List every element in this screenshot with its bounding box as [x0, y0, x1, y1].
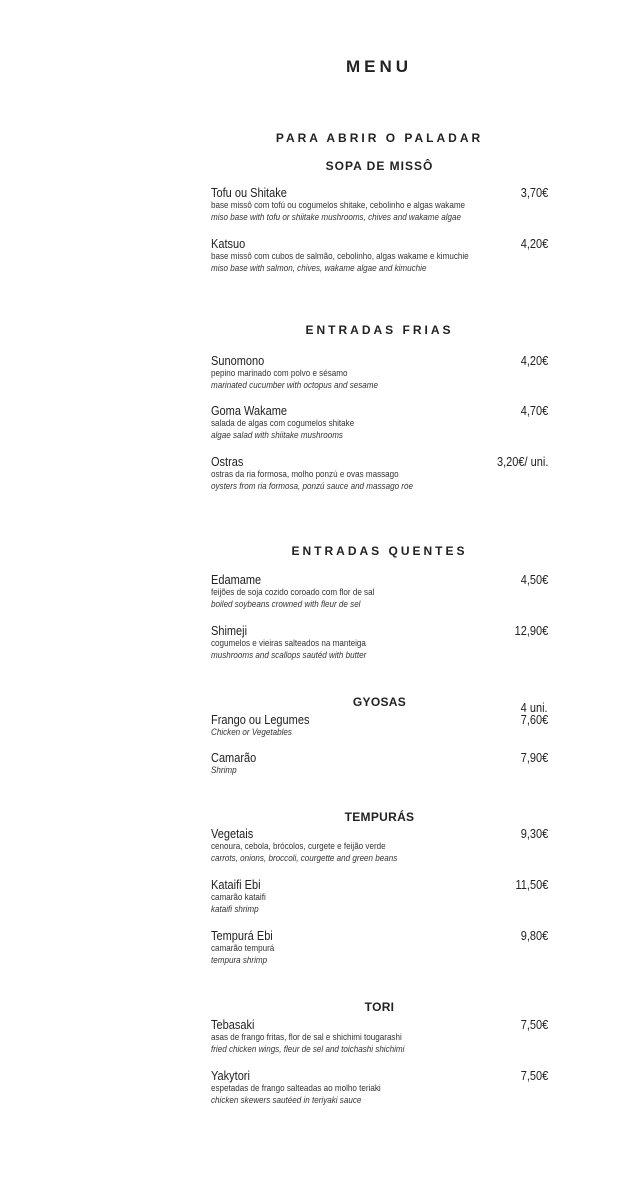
- item-name: Yakytori: [211, 1069, 250, 1083]
- item-price: 4,20€: [520, 237, 548, 251]
- menu-title: MENU: [345, 57, 413, 76]
- item-price: 9,30€: [520, 827, 548, 841]
- item-name: Camarão: [211, 751, 257, 765]
- item-name: Tofu ou Shitake: [211, 186, 287, 200]
- section-title-para-abrir-o-paladar: PARA ABRIR O PALADAR: [275, 131, 484, 145]
- menu-item-ostras: [211, 455, 548, 493]
- item-description-pt: base missô com cubos de salmão, cebolinho, algas wakame e kimuchie: [211, 251, 469, 262]
- item-description-en: tempura shrimp: [211, 955, 268, 966]
- item-description-en: miso base with salmon, chives, wakame algae and kimuchie: [211, 263, 427, 274]
- item-name: Kataifi Ebi: [211, 878, 261, 892]
- item-description-en: chicken skewers sautéed in teriyaki sauce: [211, 1095, 362, 1106]
- item-description-pt: feijões de soja cozido coroado com flor de sal: [211, 587, 375, 598]
- item-description-pt: camarão kataifi: [211, 892, 266, 903]
- item-description-en: oysters from ria formosa, ponzú sauce and massago roe: [211, 481, 413, 492]
- section-subtitle-sopa-de-misso: SOPA DE MISSÔ: [325, 159, 434, 173]
- item-price: 4,50€: [520, 573, 548, 587]
- item-name: Katsuo: [211, 237, 246, 251]
- item-name: Shimeji: [211, 624, 248, 638]
- item-price: 7,50€: [520, 1018, 548, 1032]
- gyosas-unit-note: 4 uni.: [521, 701, 548, 715]
- menu-item-katsuo: [211, 237, 548, 275]
- menu-item-goma-wakame: [211, 404, 548, 442]
- menu-item-tebasaki: [211, 1018, 548, 1056]
- item-price: 9,80€: [520, 929, 548, 943]
- item-description-en: kataifi shrimp: [211, 904, 259, 915]
- item-description-pt: base missô com tofú ou cogumelos shitake, cebolinho e algas wakame: [211, 200, 466, 211]
- item-price: 7,60€: [520, 713, 548, 727]
- section-title-tori: TORI: [364, 1000, 395, 1014]
- item-name: Tebasaki: [211, 1018, 255, 1032]
- menu-item-kataifi-ebi: [211, 878, 548, 916]
- item-name: Vegetais: [211, 827, 254, 841]
- item-description-en: algae salad with shiitake mushrooms: [211, 430, 343, 441]
- item-name: Frango ou Legumes: [211, 713, 310, 727]
- menu-item-shimeji: [211, 624, 548, 662]
- item-name: Ostras: [211, 455, 244, 469]
- item-price: 3,20€/ uni.: [496, 455, 548, 469]
- item-price: 4,70€: [520, 404, 548, 418]
- item-price: 7,90€: [520, 751, 548, 765]
- item-description-en: miso base with tofu or shiitake mushrooms, chives and wakame algae: [211, 212, 462, 223]
- item-description-en: Shrimp: [211, 765, 237, 776]
- item-description-pt: cogumelos e vieiras salteados na manteiga: [211, 638, 366, 649]
- menu-item-tofu-ou-shitake: [211, 186, 548, 224]
- item-price: 4,20€: [520, 354, 548, 368]
- item-description-pt: espetadas de frango salteadas ao molho teriaki: [211, 1083, 381, 1094]
- menu-item-camarao: [211, 751, 548, 777]
- item-name: Tempurá Ebi: [211, 929, 273, 943]
- item-name: Edamame: [211, 573, 262, 587]
- item-description-en: boiled soybeans crowned with fleur de sel: [211, 599, 361, 610]
- item-description-en: mushrooms and scallops sautéd with butter: [211, 650, 367, 661]
- item-description-pt: asas de frango fritas, flor de sal e shichimi tougarashi: [211, 1032, 402, 1043]
- section-title-entradas-quentes: ENTRADAS QUENTES: [291, 544, 468, 558]
- section-title-entradas-frias: ENTRADAS FRIAS: [305, 323, 454, 337]
- item-description-pt: salada de algas com cogumelos shitake: [211, 418, 355, 429]
- item-description-pt: camarão tempurá: [211, 943, 275, 954]
- item-price: 12,90€: [514, 624, 548, 638]
- item-name: Sunomono: [211, 354, 265, 368]
- section-title-tempuras: TEMPURÁS: [344, 810, 415, 824]
- menu-item-tempura-ebi: [211, 929, 548, 967]
- item-price: 7,50€: [520, 1069, 548, 1083]
- menu-item-yakytori: [211, 1069, 548, 1107]
- menu-item-frango-ou-legumes: [211, 713, 548, 739]
- item-description-en: Chicken or Vegetables: [211, 727, 292, 738]
- item-description-pt: pepino marinado com polvo e sésamo: [211, 368, 348, 379]
- item-price: 3,70€: [520, 186, 548, 200]
- menu-item-sunomono: [211, 354, 548, 392]
- menu-item-vegetais: [211, 827, 548, 865]
- item-name: Goma Wakame: [211, 404, 288, 418]
- item-description-pt: cenoura, cebola, brócolos, curgete e feijão verde: [211, 841, 386, 852]
- menu-item-edamame: [211, 573, 548, 611]
- item-description-en: fried chicken wings, fleur de sel and toichashi shichimi: [211, 1044, 405, 1055]
- item-description-pt: ostras da ria formosa, molho ponzú e ovas massago: [211, 469, 399, 480]
- item-price: 11,50€: [515, 878, 548, 892]
- item-description-en: carrots, onions, broccoli, courgette and green beans: [211, 853, 398, 864]
- section-title-gyosas: GYOSAS: [352, 695, 407, 709]
- item-description-en: marinated cucumber with octopus and sesame: [211, 380, 378, 391]
